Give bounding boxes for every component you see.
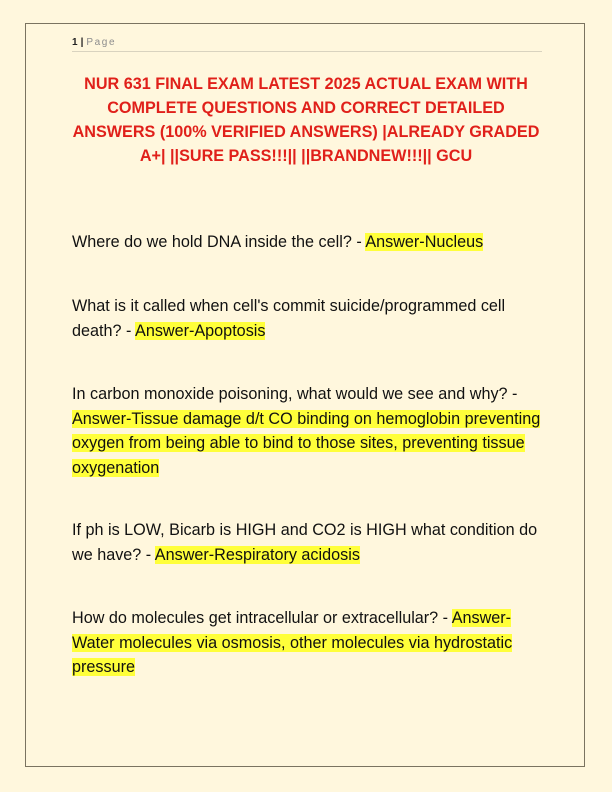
answer-text: Answer-Apoptosis — [135, 321, 266, 340]
qa-item-1 — [72, 230, 546, 255]
header-separator: | — [80, 37, 84, 48]
answer-text: Answer-Tissue damage d/t CO binding on hemoglobin preventing oxygen from being able to bind to those sites, preventing tissue oxygenation — [72, 409, 541, 477]
question-text: Where do we hold DNA inside the cell? - — [72, 233, 366, 251]
question-text: What is it called when cell's commit suicide/programmed cell death? - — [72, 297, 506, 340]
question-text: In carbon monoxide poisoning, what would we see and why? - — [72, 385, 518, 403]
qa-item-2 — [72, 294, 546, 343]
page-number: 1 — [72, 37, 78, 48]
answer-text: Answer-Water molecules via osmosis, other molecules via hydrostatic pressure — [72, 609, 513, 676]
answer-text: Answer-Respiratory acidosis — [154, 545, 360, 564]
document-title: NUR 631 FINAL EXAM LATEST 2025 ACTUAL EXAM WITH COMPLETE QUESTIONS AND CORRECT DETAILED ANSWERS (100% VERIFIED ANSWERS) |ALREADY GRADED A+| ||SURE PASS!!!|| ||BRANDNEW!!!|| GCU — [72, 75, 540, 165]
qa-item-3 — [72, 382, 546, 480]
page-header — [72, 36, 542, 52]
page-label: Page — [86, 37, 117, 48]
qa-item-4 — [72, 518, 546, 567]
question-text: If ph is LOW, Bicarb is HIGH and CO2 is HIGH what condition do we have? - — [72, 521, 538, 564]
answer-text: Answer-Nucleus — [365, 233, 484, 251]
question-text: How do molecules get intracellular or extracellular? - — [72, 609, 452, 627]
qa-item-5 — [72, 606, 546, 680]
